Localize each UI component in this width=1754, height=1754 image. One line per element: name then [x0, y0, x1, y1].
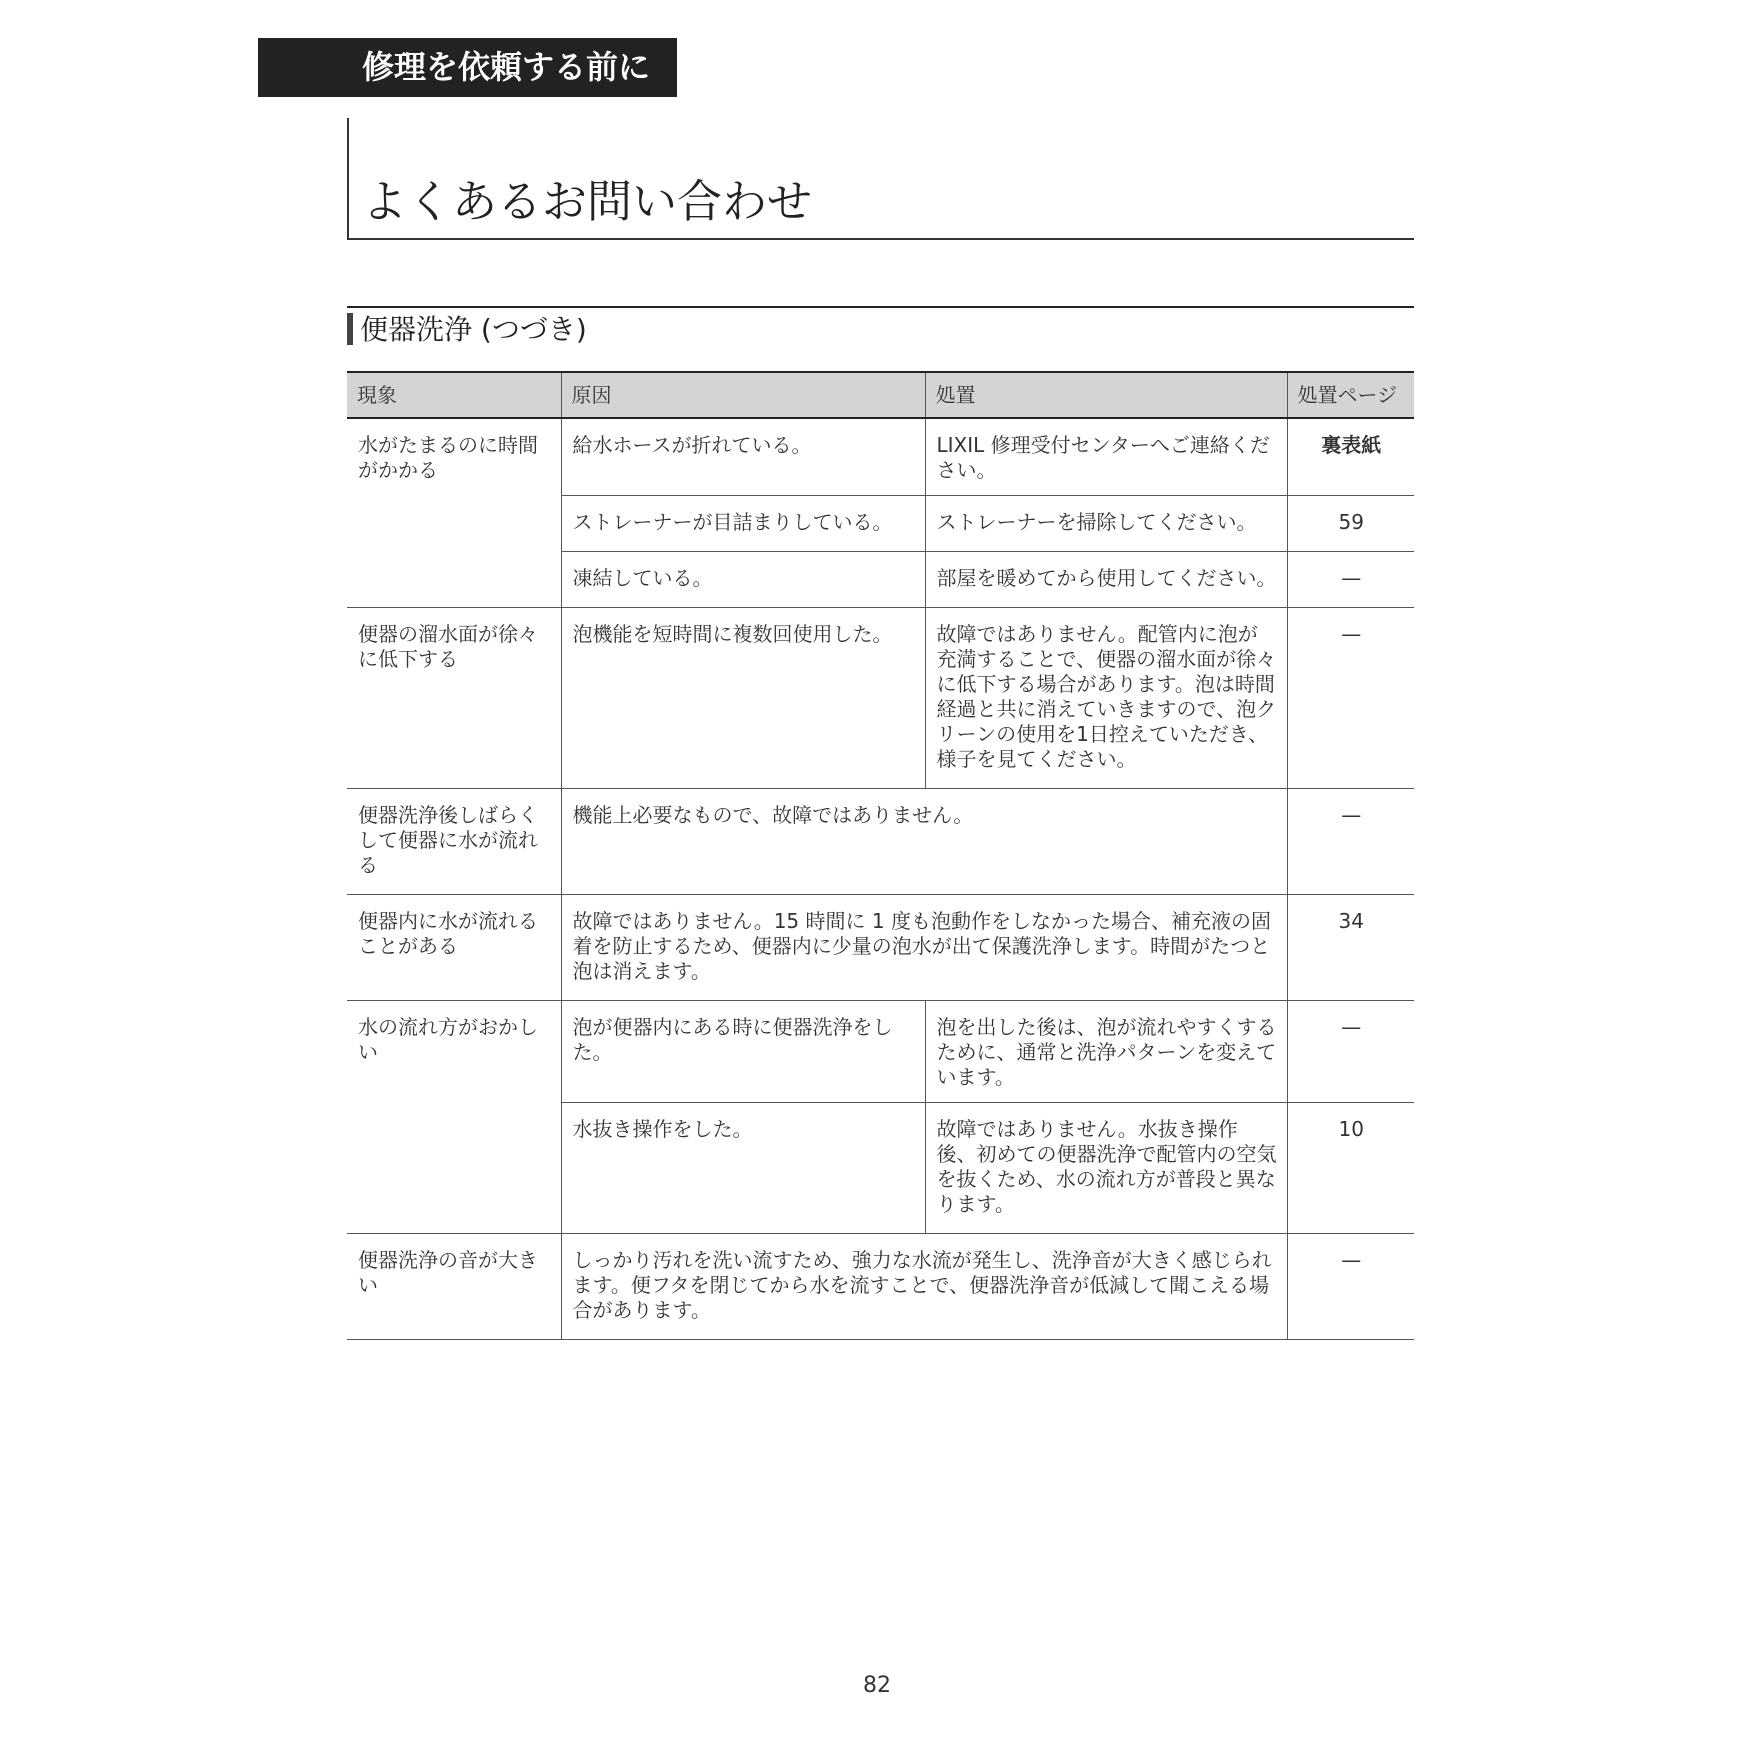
- table-row: [347, 789, 1414, 895]
- page-ref-cell: 裏表紙: [1287, 418, 1414, 496]
- table-row: [347, 1234, 1414, 1340]
- subsection-title: 便器洗浄 (つづき): [360, 313, 587, 346]
- page-ref-cell: —: [1287, 1234, 1414, 1340]
- merged-cell: しっかり汚れを洗い流すため、強力な水流が発生し、洗浄音が大きく感じられます。便フタを閉じてから水を流すことで、便器洗浄音が低減して聞こえる場合があります。: [561, 1234, 1287, 1340]
- page-ref-cell: —: [1287, 1001, 1414, 1103]
- cause-cell: 水抜き操作をした。: [561, 1103, 925, 1234]
- symptom-cell: 便器内に水が流れることがある: [347, 895, 561, 1001]
- table-header-row: [347, 372, 1414, 418]
- action-cell: 泡を出した後は、泡が流れやすくするために、通常と洗浄パターンを変えています。: [925, 1001, 1287, 1103]
- table-row: [347, 1001, 1414, 1103]
- action-cell: 故障ではありません。配管内に泡が充満することで、便器の溜水面が徐々に低下する場合があります。泡は時間経過と共に消えていきますので、泡クリーンの使用を1日控えていただき、様子を見てください。: [925, 608, 1287, 789]
- page-ref-cell: 59: [1287, 496, 1414, 552]
- cause-cell: 凍結している。: [561, 552, 925, 608]
- cause-cell: 泡が便器内にある時に便器洗浄をした。: [561, 1001, 925, 1103]
- page-title: よくあるお問い合わせ: [362, 175, 813, 228]
- faq-table: [347, 371, 1414, 1340]
- column-header-page: 処置ページ: [1287, 372, 1414, 418]
- page-ref-cell: —: [1287, 608, 1414, 789]
- page-ref-cell: —: [1287, 552, 1414, 608]
- page-ref-cell: —: [1287, 789, 1414, 895]
- section-label: 修理を依頼する前に: [258, 38, 677, 97]
- table-row: [347, 895, 1414, 1001]
- symptom-cell: 便器洗浄の音が大きい: [347, 1234, 561, 1340]
- action-cell: 部屋を暖めてから使用してください。: [925, 552, 1287, 608]
- merged-cell: 故障ではありません。15 時間に 1 度も泡動作をしなかった場合、補充液の固着を防止するため、便器内に少量の泡水が出て保護洗浄します。時間がたつと泡は消えます。: [561, 895, 1287, 1001]
- merged-cell: 機能上必要なもので、故障ではありません。: [561, 789, 1287, 895]
- page-ref-cell: 10: [1287, 1103, 1414, 1234]
- subsection-marker: [347, 313, 353, 345]
- symptom-cell: 水がたまるのに時間がかかる: [347, 418, 561, 608]
- column-header-cause: 原因: [561, 372, 925, 418]
- title-rule-horizontal: [347, 238, 1414, 240]
- column-header-symptom: 現象: [347, 372, 561, 418]
- cause-cell: ストレーナーが目詰まりしている。: [561, 496, 925, 552]
- action-cell: LIXIL 修理受付センターへご連絡ください。: [925, 418, 1287, 496]
- action-cell: ストレーナーを掃除してください。: [925, 496, 1287, 552]
- subsection-rule: [347, 306, 1414, 308]
- table-row: [347, 418, 1414, 496]
- action-cell: 故障ではありません。水抜き操作後、初めての便器洗浄で配管内の空気を抜くため、水の流れ方が普段と異なります。: [925, 1103, 1287, 1234]
- symptom-cell: 便器の溜水面が徐々に低下する: [347, 608, 561, 789]
- title-rule-vertical: [347, 118, 349, 240]
- symptom-cell: 便器洗浄後しばらくして便器に水が流れる: [347, 789, 561, 895]
- column-header-action: 処置: [925, 372, 1287, 418]
- cause-cell: 給水ホースが折れている。: [561, 418, 925, 496]
- symptom-cell: 水の流れ方がおかしい: [347, 1001, 561, 1234]
- table-row: [347, 608, 1414, 789]
- page-number: 82: [863, 1673, 891, 1698]
- cause-cell: 泡機能を短時間に複数回使用した。: [561, 608, 925, 789]
- page-ref-cell: 34: [1287, 895, 1414, 1001]
